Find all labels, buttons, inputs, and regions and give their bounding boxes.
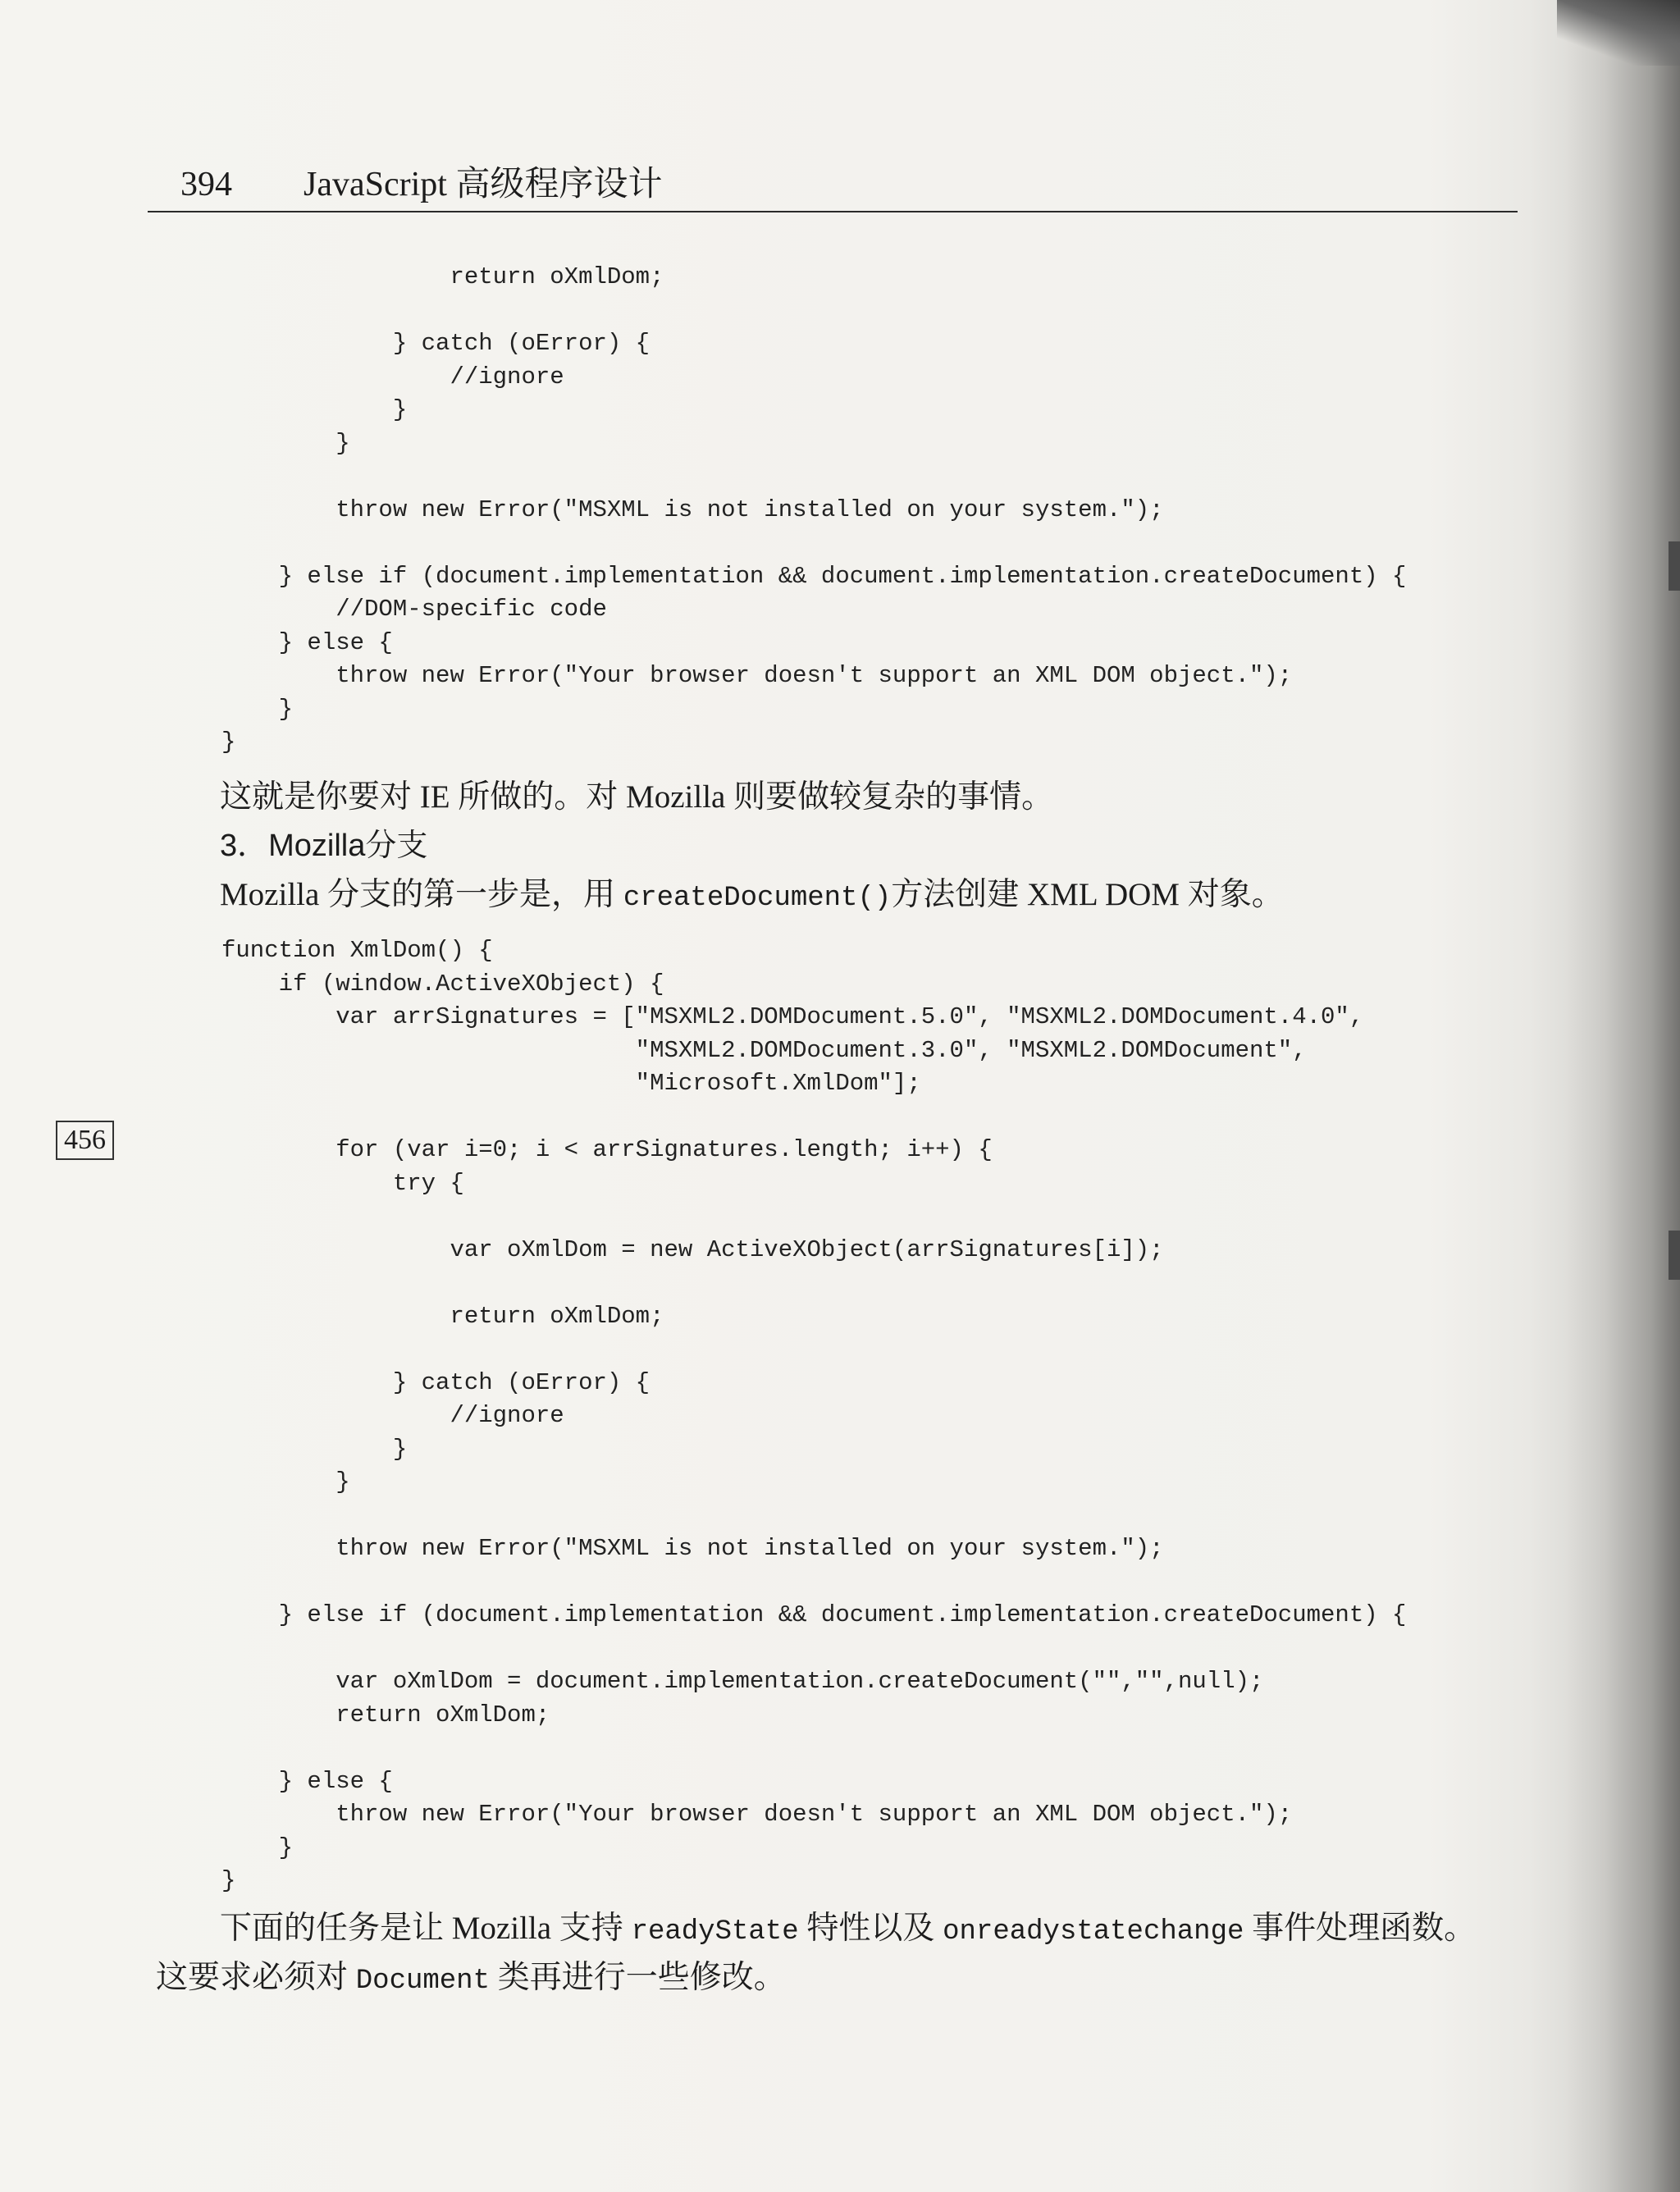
code-line: throw new Error("Your browser doesn't support an XML DOM object."); <box>221 1801 1293 1828</box>
page-number: 394 <box>180 166 232 203</box>
code-line: return oXmlDom; <box>221 1302 664 1330</box>
code-line: } <box>221 429 350 457</box>
binding-shadow <box>1565 0 1680 2192</box>
inline-code: readyState <box>631 1916 799 1948</box>
code-line: } <box>221 1435 408 1463</box>
code-line: "Microsoft.XmlDom"]; <box>221 1070 921 1097</box>
inline-code: Document <box>355 1966 490 1997</box>
code-block-bottom <box>221 934 1406 1898</box>
code-line: "MSXML2.DOMDocument.3.0", "MSXML2.DOMDocument", <box>221 1036 1307 1064</box>
edge-mark <box>1669 541 1680 591</box>
code-line: var oXmlDom = new ActiveXObject(arrSignatures[i]); <box>221 1235 1164 1263</box>
paragraph-text: 事件处理函数。 <box>1244 1911 1477 1946</box>
inline-code: onreadystatechange <box>943 1916 1244 1948</box>
section-heading: 3．Mozilla分支 <box>220 829 428 863</box>
code-line: } <box>221 728 236 756</box>
paragraph-mozilla <box>220 874 1284 920</box>
page-curl <box>1557 0 1680 66</box>
code-line: try { <box>221 1169 464 1197</box>
code-line: throw new Error("Your browser doesn't support an XML DOM object."); <box>221 662 1293 689</box>
code-line: for (var i=0; i < arrSignatures.length; i++) { <box>221 1136 993 1163</box>
margin-page-reference: 456 <box>56 1121 114 1160</box>
code-line: } <box>221 695 294 723</box>
code-line: var oXmlDom = document.implementation.createDocument("","",null); <box>221 1668 1264 1695</box>
code-line: } <box>221 1867 236 1894</box>
paragraph-ie: 这就是你要对 IE 所做的。对 Mozilla 则要做较复杂的事情。 <box>220 779 1054 815</box>
code-line: } <box>221 1834 294 1861</box>
paragraph-task-line1 <box>220 1907 1476 1953</box>
paragraph-task-line2 <box>156 1957 786 2002</box>
code-line: } catch (oError) { <box>221 330 651 357</box>
header-rule <box>148 211 1518 212</box>
paragraph-text: 特性以及 <box>798 1911 943 1946</box>
code-line: } else if (document.implementation && document.implementation.createDocument) { <box>221 562 1407 590</box>
edge-mark <box>1669 1231 1680 1280</box>
code-line: function XmlDom() { <box>221 937 493 964</box>
code-line: } else { <box>221 628 393 656</box>
code-line: return oXmlDom; <box>221 1701 550 1728</box>
page-header <box>180 164 662 205</box>
code-line: } else if (document.implementation && document.implementation.createDocument) { <box>221 1601 1407 1628</box>
paragraph-text: 下面的任务是让 Mozilla 支持 <box>220 1911 632 1946</box>
code-line: throw new Error("MSXML is not installed on your system."); <box>221 495 1164 523</box>
code-line: throw new Error("MSXML is not installed on your system."); <box>221 1535 1164 1562</box>
code-line: } else { <box>221 1767 393 1795</box>
paragraph-text: Mozilla 分支的第一步是，用 <box>220 877 623 912</box>
code-line: //ignore <box>221 363 564 390</box>
paragraph-text: 类再进行一些修改。 <box>490 1960 786 1995</box>
paragraph-text: 方法创建 XML DOM 对象。 <box>891 877 1284 912</box>
code-line: } <box>221 1468 350 1496</box>
code-line: } catch (oError) { <box>221 1368 651 1396</box>
code-block-top <box>221 261 1406 760</box>
code-line: //DOM-specific code <box>221 596 607 623</box>
code-line: if (window.ActiveXObject) { <box>221 970 664 998</box>
paragraph-text: 这要求必须对 <box>156 1960 356 1995</box>
code-line: var arrSignatures = ["MSXML2.DOMDocument.5.0", "MSXML2.DOMDocument.4.0", <box>221 1003 1364 1030</box>
code-line: //ignore <box>221 1402 564 1429</box>
book-title: JavaScript 高级程序设计 <box>304 166 663 203</box>
code-line: } <box>221 396 408 423</box>
code-line: return oXmlDom; <box>221 263 664 290</box>
inline-code: createDocument() <box>623 883 892 914</box>
